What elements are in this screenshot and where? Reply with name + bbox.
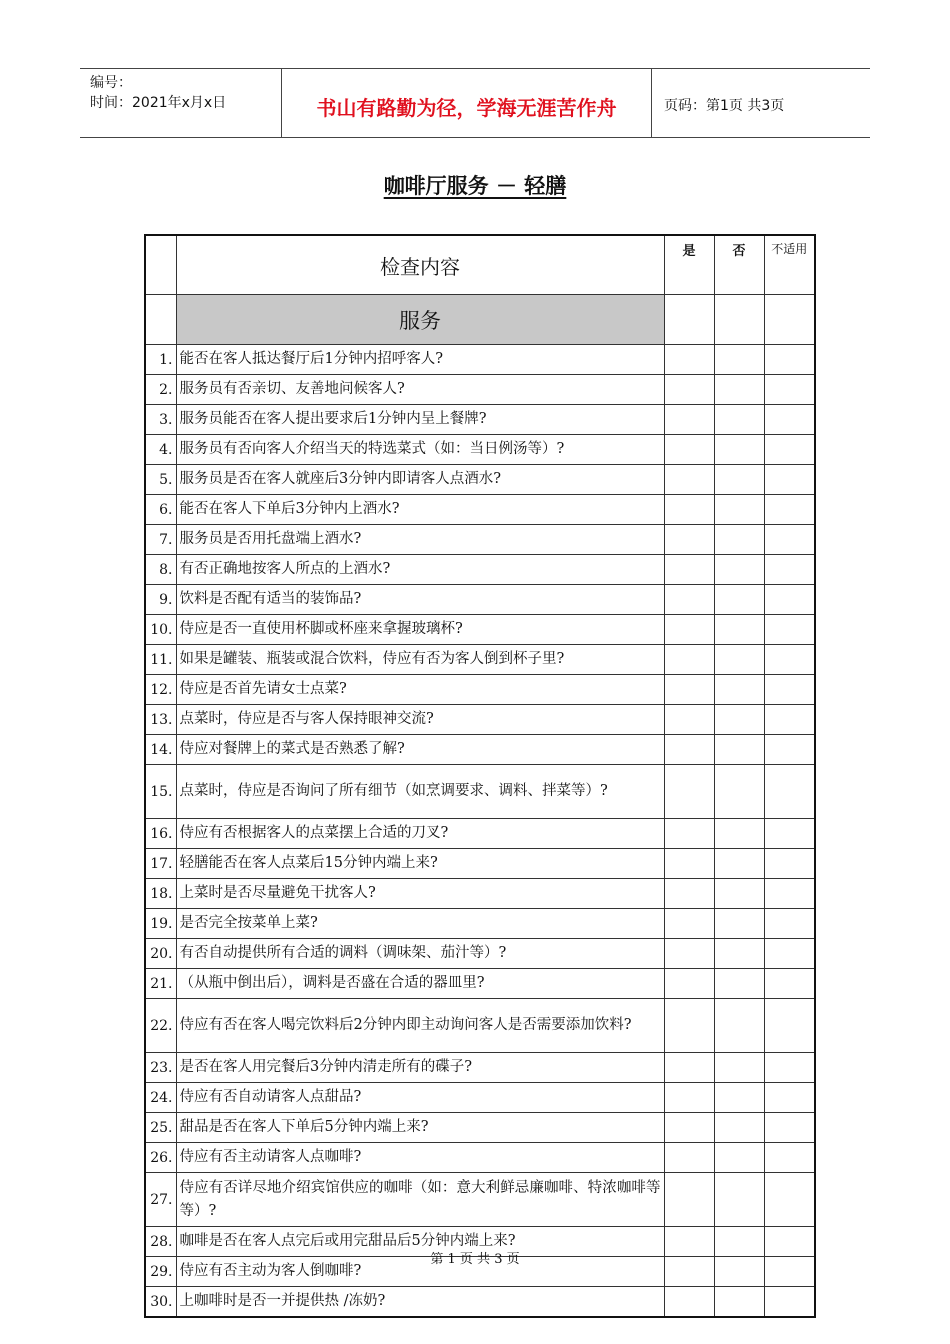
- yes-checkbox-cell[interactable]: [664, 735, 714, 765]
- section-row: [145, 295, 815, 345]
- item-text: 侍应有否主动请客人点咖啡?: [176, 1143, 664, 1173]
- yes-checkbox-cell[interactable]: [664, 345, 714, 375]
- no-checkbox-cell[interactable]: [714, 879, 764, 909]
- no-checkbox-cell[interactable]: [714, 465, 764, 495]
- no-checkbox-cell[interactable]: [714, 345, 764, 375]
- item-number: 12.: [145, 675, 176, 705]
- item-number: 16.: [145, 819, 176, 849]
- table-row: [145, 879, 815, 909]
- item-number: 22.: [145, 999, 176, 1053]
- item-text: （从瓶中倒出后），调料是否盛在合适的器皿里?: [176, 969, 664, 999]
- item-number: 29.: [145, 1257, 176, 1287]
- item-number: 3.: [145, 405, 176, 435]
- table-row: [145, 405, 815, 435]
- table-row: [145, 765, 815, 819]
- header-meta: [80, 69, 282, 137]
- number-label: 编号：: [90, 75, 132, 91]
- checklist-table: [144, 234, 816, 1318]
- table-row: [145, 705, 815, 735]
- time-label: 时间：2021年x月x日: [90, 95, 227, 111]
- yes-checkbox-cell[interactable]: [664, 939, 714, 969]
- table-row: [145, 819, 815, 849]
- yes-checkbox-cell[interactable]: [664, 525, 714, 555]
- na-checkbox-cell[interactable]: [764, 705, 815, 735]
- na-checkbox-cell[interactable]: [764, 1113, 815, 1143]
- table-row: [145, 1113, 815, 1143]
- item-number: 1.: [145, 345, 176, 375]
- table-row: [145, 1287, 815, 1318]
- item-number: 20.: [145, 939, 176, 969]
- item-number: 24.: [145, 1083, 176, 1113]
- na-checkbox-cell[interactable]: [764, 465, 815, 495]
- item-text: 有否自动提供所有合适的调料（调味架、茄汁等）?: [176, 939, 664, 969]
- no-checkbox-cell[interactable]: [714, 1083, 764, 1113]
- yes-checkbox-cell[interactable]: [664, 675, 714, 705]
- section-na-cell: [764, 295, 815, 345]
- na-checkbox-cell[interactable]: [764, 879, 815, 909]
- no-checkbox-cell[interactable]: [714, 999, 764, 1053]
- table-row: [145, 525, 815, 555]
- item-text: 能否在客人抵达餐厅后1分钟内招呼客人?: [176, 345, 664, 375]
- no-checkbox-cell[interactable]: [714, 675, 764, 705]
- yes-checkbox-cell[interactable]: [664, 405, 714, 435]
- header-motto: 书山有路勤为径，学海无涯苦作舟: [282, 69, 652, 137]
- table-row: [145, 849, 815, 879]
- no-checkbox-cell[interactable]: [714, 909, 764, 939]
- item-text: 服务员有否亲切、友善地问候客人?: [176, 375, 664, 405]
- yes-checkbox-cell[interactable]: [664, 705, 714, 735]
- item-text: 侍应有否主动为客人倒咖啡?: [176, 1257, 664, 1287]
- yes-header: 是: [664, 235, 714, 295]
- table-row: [145, 1083, 815, 1113]
- no-checkbox-cell[interactable]: [714, 735, 764, 765]
- table-row: [145, 735, 815, 765]
- na-checkbox-cell[interactable]: [764, 345, 815, 375]
- item-number: 15.: [145, 765, 176, 819]
- na-checkbox-cell[interactable]: [764, 675, 815, 705]
- table-row: [145, 999, 815, 1053]
- na-checkbox-cell[interactable]: [764, 969, 815, 999]
- item-number: 27.: [145, 1173, 176, 1227]
- item-text: 甜品是否在客人下单后5分钟内端上来?: [176, 1113, 664, 1143]
- item-text: 服务员有否向客人介绍当天的特选菜式（如：当日例汤等）?: [176, 435, 664, 465]
- na-checkbox-cell[interactable]: [764, 1173, 815, 1227]
- no-checkbox-cell[interactable]: [714, 525, 764, 555]
- no-header: 否: [714, 235, 764, 295]
- item-text: 点菜时，侍应是否与客人保持眼神交流?: [176, 705, 664, 735]
- item-number: 4.: [145, 435, 176, 465]
- item-text: 点菜时，侍应是否询问了所有细节（如烹调要求、调料、拌菜等）?: [176, 765, 664, 819]
- na-checkbox-cell[interactable]: [764, 819, 815, 849]
- na-checkbox-cell[interactable]: [764, 1287, 815, 1318]
- table-row: [145, 615, 815, 645]
- no-checkbox-cell[interactable]: [714, 969, 764, 999]
- item-text: 能否在客人下单后3分钟内上酒水?: [176, 495, 664, 525]
- item-number: 13.: [145, 705, 176, 735]
- yes-checkbox-cell[interactable]: [664, 1173, 714, 1227]
- item-text: 侍应有否根据客人的点菜摆上合适的刀叉?: [176, 819, 664, 849]
- na-checkbox-cell[interactable]: [764, 495, 815, 525]
- no-checkbox-cell[interactable]: [714, 1113, 764, 1143]
- item-number: 17.: [145, 849, 176, 879]
- na-checkbox-cell[interactable]: [764, 435, 815, 465]
- no-checkbox-cell[interactable]: [714, 1173, 764, 1227]
- item-text: 服务员能否在客人提出要求后1分钟内呈上餐牌?: [176, 405, 664, 435]
- item-text: 饮料是否配有适当的装饰品?: [176, 585, 664, 615]
- item-text: 侍应是否一直使用杯脚或杯座来拿握玻璃杯?: [176, 615, 664, 645]
- item-number: 5.: [145, 465, 176, 495]
- item-text: 服务员是否在客人就座后3分钟内即请客人点酒水?: [176, 465, 664, 495]
- table-row: [145, 675, 815, 705]
- yes-checkbox-cell[interactable]: [664, 765, 714, 819]
- na-checkbox-cell[interactable]: [764, 999, 815, 1053]
- section-title: 服务: [176, 295, 664, 345]
- yes-checkbox-cell[interactable]: [664, 615, 714, 645]
- section-num-cell: [145, 295, 176, 345]
- item-number: 10.: [145, 615, 176, 645]
- no-checkbox-cell[interactable]: [714, 939, 764, 969]
- item-number: 30.: [145, 1287, 176, 1318]
- yes-checkbox-cell[interactable]: [664, 1083, 714, 1113]
- item-number: 8.: [145, 555, 176, 585]
- document-title: [0, 170, 950, 200]
- no-checkbox-cell[interactable]: [714, 645, 764, 675]
- yes-checkbox-cell[interactable]: [664, 585, 714, 615]
- table-row: [145, 939, 815, 969]
- table-header-row: [145, 235, 815, 295]
- item-number: 28.: [145, 1227, 176, 1257]
- item-number: 2.: [145, 375, 176, 405]
- yes-checkbox-cell[interactable]: [664, 465, 714, 495]
- table-row: [145, 969, 815, 999]
- yes-checkbox-cell[interactable]: [664, 375, 714, 405]
- header-num-cell: [145, 235, 176, 295]
- na-checkbox-cell[interactable]: [764, 735, 815, 765]
- item-text: 上菜时是否尽量避免干扰客人?: [176, 879, 664, 909]
- item-number: 7.: [145, 525, 176, 555]
- no-checkbox-cell[interactable]: [714, 1143, 764, 1173]
- item-number: 26.: [145, 1143, 176, 1173]
- no-checkbox-cell[interactable]: [714, 1053, 764, 1083]
- na-checkbox-cell[interactable]: [764, 525, 815, 555]
- header-page-info: 页码：第1页 共3页: [664, 98, 785, 114]
- item-number: 9.: [145, 585, 176, 615]
- item-text: 轻膳能否在客人点菜后15分钟内端上来?: [176, 849, 664, 879]
- na-checkbox-cell[interactable]: [764, 849, 815, 879]
- page-footer: 第 1 页 共 3 页: [430, 1252, 520, 1267]
- yes-checkbox-cell[interactable]: [664, 555, 714, 585]
- na-checkbox-cell[interactable]: [764, 939, 815, 969]
- item-text: 侍应对餐牌上的菜式是否熟悉了解?: [176, 735, 664, 765]
- item-text: 服务员是否用托盘端上酒水?: [176, 525, 664, 555]
- item-text: 上咖啡时是否一并提供热 /冻奶?: [176, 1287, 664, 1318]
- table-row: [145, 909, 815, 939]
- table-row: [145, 435, 815, 465]
- na-header: 不适用: [764, 235, 815, 295]
- no-checkbox-cell[interactable]: [714, 819, 764, 849]
- no-checkbox-cell[interactable]: [714, 555, 764, 585]
- item-number: 19.: [145, 909, 176, 939]
- yes-checkbox-cell[interactable]: [664, 879, 714, 909]
- table-row: [145, 1173, 815, 1227]
- content-header: 检查内容: [176, 235, 664, 295]
- yes-checkbox-cell[interactable]: [664, 819, 714, 849]
- no-checkbox-cell[interactable]: [714, 435, 764, 465]
- item-number: 11.: [145, 645, 176, 675]
- table-row: [145, 585, 815, 615]
- no-checkbox-cell[interactable]: [714, 765, 764, 819]
- table-row: [145, 345, 815, 375]
- table-row: [145, 1143, 815, 1173]
- na-checkbox-cell[interactable]: [764, 645, 815, 675]
- item-number: 14.: [145, 735, 176, 765]
- na-checkbox-cell[interactable]: [764, 909, 815, 939]
- table-row: [145, 1053, 815, 1083]
- item-text: 侍应是否首先请女士点菜?: [176, 675, 664, 705]
- item-text: 侍应有否详尽地介绍宾馆供应的咖啡（如：意大利鲜忌廉咖啡、特浓咖啡等等）?: [176, 1173, 664, 1227]
- item-text: 侍应有否在客人喝完饮料后2分钟内即主动询问客人是否需要添加饮料?: [176, 999, 664, 1053]
- na-checkbox-cell[interactable]: [764, 615, 815, 645]
- na-checkbox-cell[interactable]: [764, 555, 815, 585]
- item-number: 21.: [145, 969, 176, 999]
- yes-checkbox-cell[interactable]: [664, 435, 714, 465]
- no-checkbox-cell[interactable]: [714, 615, 764, 645]
- na-checkbox-cell[interactable]: [764, 1143, 815, 1173]
- item-text: 咖啡是否在客人点完后或用完甜品后5分钟内端上来?: [176, 1227, 664, 1257]
- no-checkbox-cell[interactable]: [714, 1287, 764, 1318]
- item-text: 如果是罐装、瓶装或混合饮料，侍应有否为客人倒到杯子里?: [176, 645, 664, 675]
- no-checkbox-cell[interactable]: [714, 495, 764, 525]
- no-checkbox-cell[interactable]: [714, 375, 764, 405]
- na-checkbox-cell[interactable]: [764, 765, 815, 819]
- yes-checkbox-cell[interactable]: [664, 1143, 714, 1173]
- yes-checkbox-cell[interactable]: [664, 969, 714, 999]
- yes-checkbox-cell[interactable]: [664, 849, 714, 879]
- item-text: 侍应有否自动请客人点甜品?: [176, 1083, 664, 1113]
- item-number: 23.: [145, 1053, 176, 1083]
- document-title-text: 咖啡厅服务 － 轻膳: [383, 174, 567, 198]
- item-text: 有否正确地按客人所点的上酒水?: [176, 555, 664, 585]
- yes-checkbox-cell[interactable]: [664, 1287, 714, 1318]
- section-yes-cell: [664, 295, 714, 345]
- na-checkbox-cell[interactable]: [764, 1053, 815, 1083]
- yes-checkbox-cell[interactable]: [664, 645, 714, 675]
- table-row: [145, 645, 815, 675]
- table-row: [145, 555, 815, 585]
- na-checkbox-cell[interactable]: [764, 375, 815, 405]
- na-checkbox-cell[interactable]: [764, 405, 815, 435]
- no-checkbox-cell[interactable]: [714, 705, 764, 735]
- no-checkbox-cell[interactable]: [714, 405, 764, 435]
- yes-checkbox-cell[interactable]: [664, 999, 714, 1053]
- no-checkbox-cell[interactable]: [714, 585, 764, 615]
- item-number: 25.: [145, 1113, 176, 1143]
- yes-checkbox-cell[interactable]: [664, 1053, 714, 1083]
- section-no-cell: [714, 295, 764, 345]
- na-checkbox-cell[interactable]: [764, 585, 815, 615]
- yes-checkbox-cell[interactable]: [664, 495, 714, 525]
- yes-checkbox-cell[interactable]: [664, 909, 714, 939]
- item-text: 是否完全按菜单上菜?: [176, 909, 664, 939]
- yes-checkbox-cell[interactable]: [664, 1113, 714, 1143]
- table-row: [145, 465, 815, 495]
- item-text: 是否在客人用完餐后3分钟内清走所有的碟子?: [176, 1053, 664, 1083]
- table-row: [145, 375, 815, 405]
- item-number: 18.: [145, 879, 176, 909]
- page-header: [80, 68, 870, 138]
- no-checkbox-cell[interactable]: [714, 849, 764, 879]
- na-checkbox-cell[interactable]: [764, 1083, 815, 1113]
- item-number: 6.: [145, 495, 176, 525]
- table-row: [145, 495, 815, 525]
